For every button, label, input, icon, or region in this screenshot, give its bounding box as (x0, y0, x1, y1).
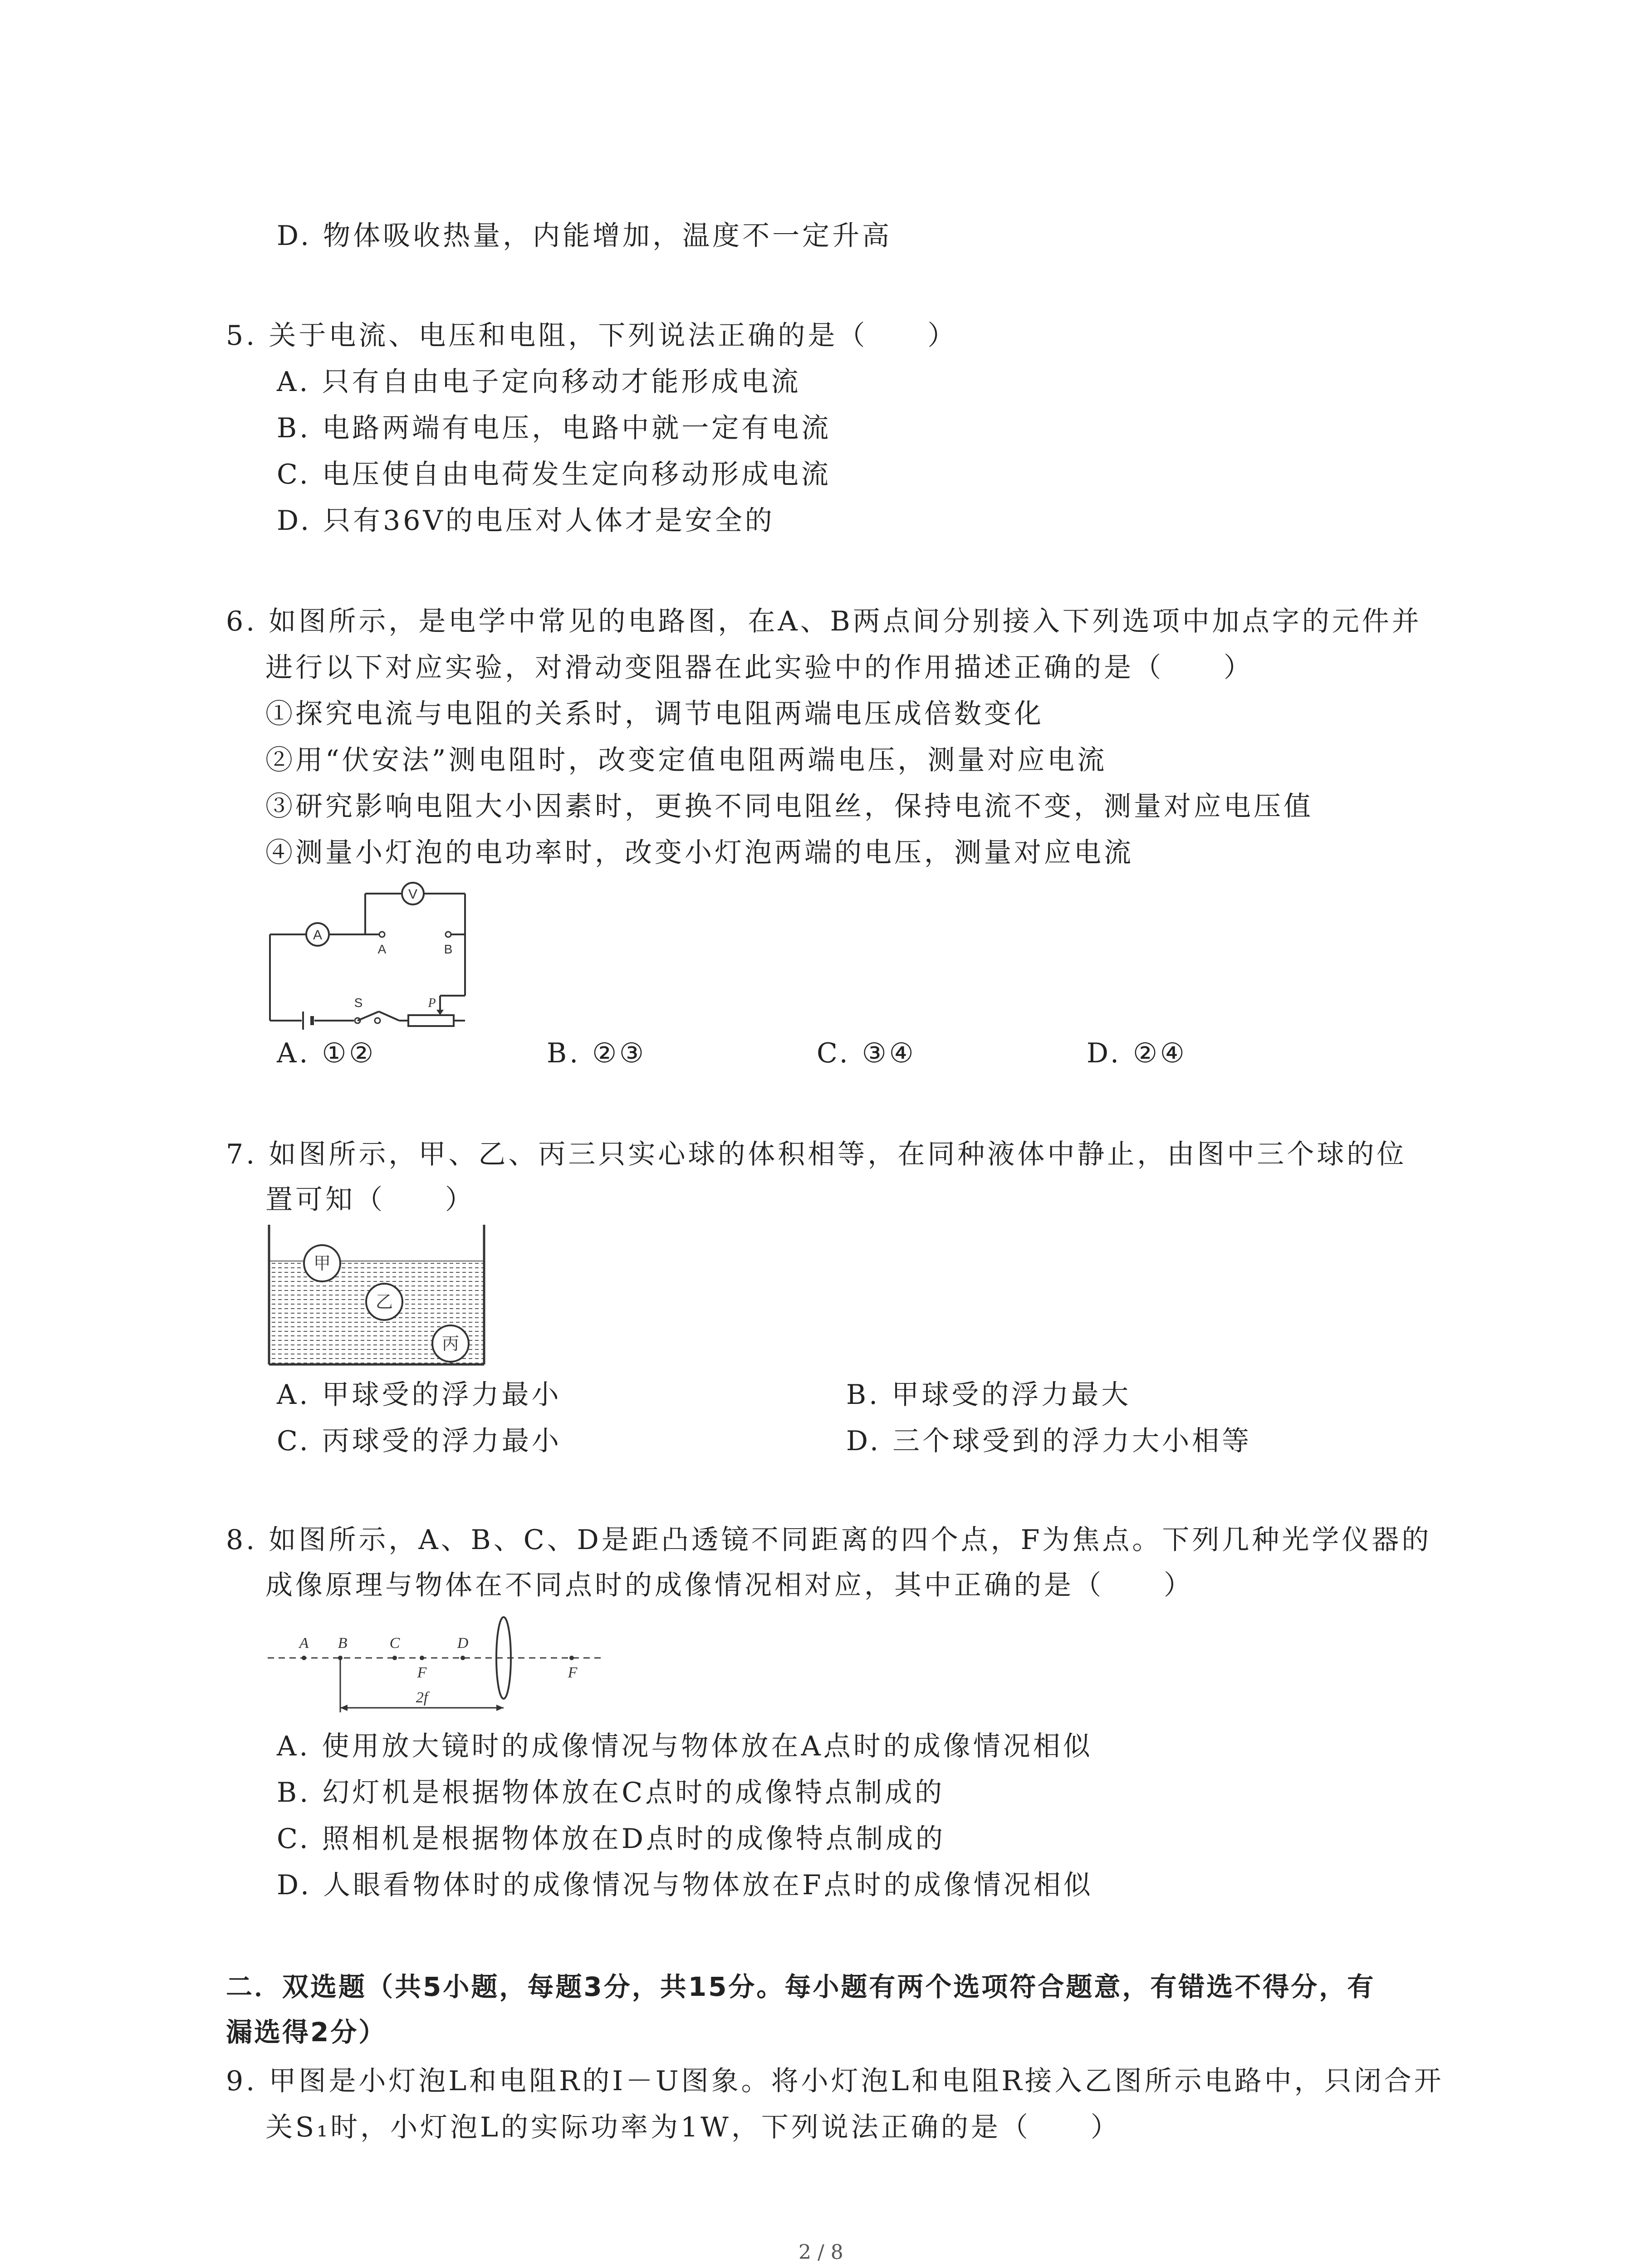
q6-item-2: ②用“伏安法”测电阻时，改变定值电阻两端电压，测量对应电流 (265, 744, 1107, 776)
q6-stem-line1: 6. 如图所示，是电学中常见的电路图，在A、B两点间分别接入下列选项中加点字的元件并 (226, 606, 1422, 637)
q5-option-c: C. 电压使自由电荷发生定向移动形成电流 (277, 459, 831, 490)
lens-distance-label: 2f (416, 1689, 428, 1706)
q6-option-d: D. ②④ (1087, 1037, 1187, 1069)
q7-stem-line1: 7. 如图所示，甲、乙、丙三只实心球的体积相等，在同种液体中静止，由图中三个球的位 (226, 1139, 1407, 1170)
q6-item-4: ④测量小灯泡的电功率时，改变小灯泡两端的电压，测量对应电流 (265, 837, 1134, 869)
q7-option-b: B. 甲球受的浮力最大 (846, 1379, 1132, 1411)
lens-focus-left: F (417, 1664, 427, 1681)
q8-option-c: C. 照相机是根据物体放在D点时的成像特点制成的 (277, 1823, 946, 1855)
q8-option-a: A. 使用放大镜时的成像情况与物体放在A点时的成像情况相似 (277, 1730, 1093, 1762)
q6-option-c: C. ③④ (817, 1037, 916, 1069)
q8-lens-diagram (268, 1619, 612, 1724)
point-b-label: B (444, 942, 453, 956)
lens-focus-right: F (568, 1664, 578, 1681)
lens-point-d: D (457, 1635, 469, 1652)
slider-label: P (428, 996, 436, 1010)
switch-label: S (354, 996, 363, 1010)
q6-option-a: A. ①② (277, 1037, 377, 1069)
q6-option-b: B. ②③ (547, 1037, 647, 1069)
q5-option-a: A. 只有自由电子定向移动才能形成电流 (277, 366, 801, 398)
q6-item-3: ③研究影响电阻大小因素时，更换不同电阻丝，保持电流不变，测量对应电压值 (265, 791, 1313, 822)
ball-yi-label: 乙 (375, 1292, 393, 1312)
q9-stem-line1: 9. 甲图是小灯泡L和电阻R的I－U图象。将小灯泡L和电阻R接入乙图所示电路中，只闭合开 (226, 2065, 1444, 2097)
page-number: 2 / 8 (798, 2241, 843, 2264)
voltmeter-label: V (408, 887, 418, 902)
ammeter-label: A (313, 928, 323, 943)
q7-stem-line2: 置可知（ ） (265, 1184, 475, 1216)
section-2-heading-line2: 漏选得2分） (226, 2017, 387, 2048)
q7-option-d: D. 三个球受到的浮力大小相等 (846, 1425, 1252, 1457)
q8-option-b: B. 幻灯机是根据物体放在C点时的成像特点制成的 (277, 1777, 945, 1809)
q6-circuit-diagram (263, 875, 481, 1034)
q9-stem-line2: 关S₁时，小灯泡L的实际功率为1W，下列说法正确的是（ ） (265, 2112, 1121, 2143)
point-a-label: A (377, 942, 387, 956)
q7-option-a: A. 甲球受的浮力最小 (277, 1379, 562, 1411)
q7-option-c: C. 丙球受的浮力最小 (277, 1425, 562, 1457)
ball-jia-label: 甲 (313, 1253, 331, 1273)
q5-option-d: D. 只有36V的电压对人体才是安全的 (277, 505, 775, 537)
section-2-heading-line1: 二．双选题（共5小题，每题3分，共15分。每小题有两个选项符合题意，有错选不得分，有 (226, 1971, 1376, 2002)
q8-stem-line1: 8. 如图所示，A、B、C、D是距凸透镜不同距离的四个点，F为焦点。下列几种光学仪器的 (226, 1524, 1432, 1556)
q8-stem-line2: 成像原理与物体在不同点时的成像情况相对应，其中正确的是（ ） (265, 1569, 1194, 1601)
lens-point-c: C (389, 1635, 400, 1652)
q6-stem-line2: 进行以下对应实验，对滑动变阻器在此实验中的作用描述正确的是（ ） (265, 652, 1254, 684)
q8-option-d: D. 人眼看物体时的成像情况与物体放在F点时的成像情况相似 (277, 1869, 1093, 1901)
ball-bing-label: 丙 (441, 1334, 460, 1354)
q5-stem: 5. 关于电流、电压和电阻，下列说法正确的是（ ） (226, 320, 958, 352)
lens-point-a: A (299, 1635, 309, 1652)
q6-item-1: ①探究电流与电阻的关系时，调节电阻两端电压成倍数变化 (265, 698, 1044, 730)
q4-option-d: D. 物体吸收热量，内能增加，温度不一定升高 (277, 220, 892, 252)
q7-liquid-diagram (265, 1225, 492, 1370)
q5-option-b: B. 电路两端有电压，电路中就一定有电流 (277, 412, 832, 444)
lens-point-b: B (338, 1635, 348, 1652)
